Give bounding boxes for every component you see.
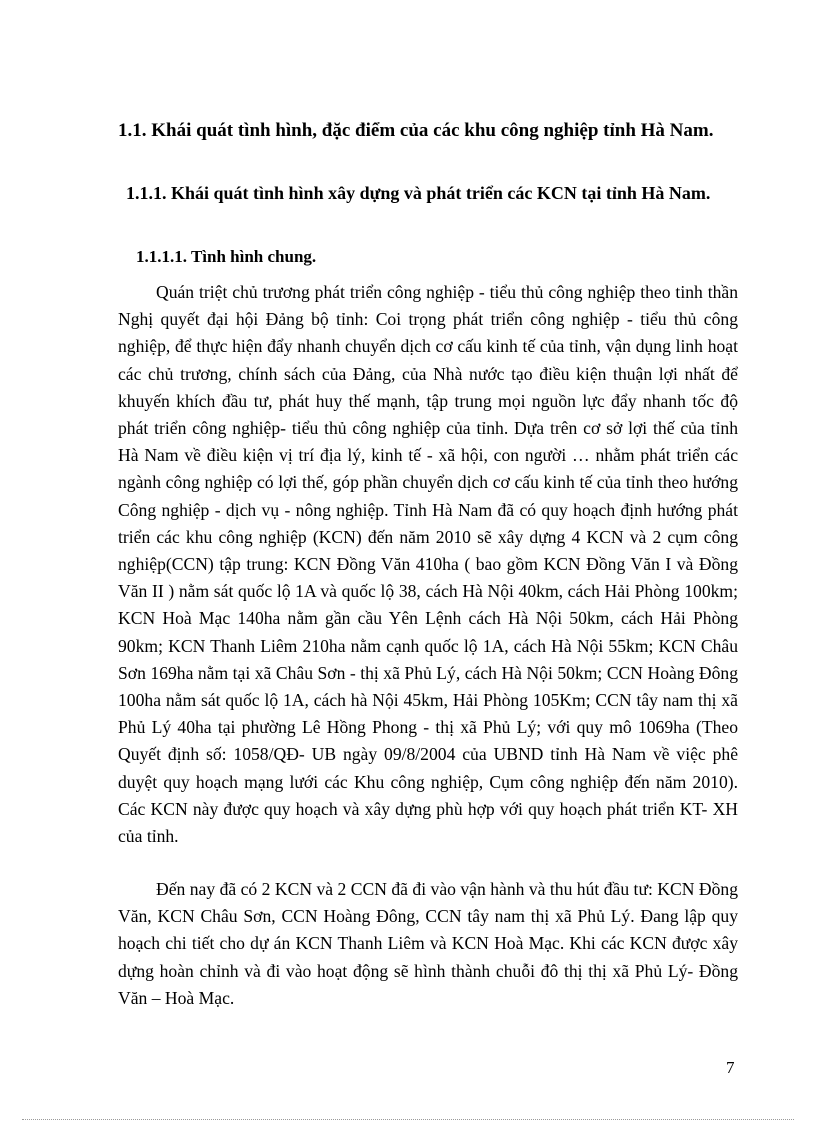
page-bottom-divider xyxy=(22,1119,794,1120)
section-heading-1-1: 1.1. Khái quát tình hình, đặc điểm của các khu công nghiệp tỉnh Hà Nam. xyxy=(118,120,714,141)
body-paragraph-2: Đến nay đã có 2 KCN và 2 CCN đã đi vào vận hành và thu hút đầu tư: KCN Đồng Văn, KCN Châu Sơn, CCN Hoàng Đông, CCN tây nam thị xã Phủ Lý. Đang lập quy hoạch chi tiết cho dự án KCN Thanh Liêm và KCN Hoà Mạc. Khi các KCN được xây dựng hoàn chỉnh và đi vào hoạt động sẽ hình thành chuỗi đô thị thị xã Phủ Lý- Đồng Văn – Hoà Mạc. xyxy=(118,879,738,1008)
section-heading-1-1-1: 1.1.1. Khái quát tình hình xây dựng và phát triển các KCN tại tỉnh Hà Nam. xyxy=(126,183,711,203)
page-number: 7 xyxy=(726,1058,735,1077)
body-paragraph-1: Quán triệt chủ trương phát triển công nghiệp - tiểu thủ công nghiệp theo tinh thần Nghị quyết đại hội Đảng bộ tỉnh: Coi trọng phát triển công nghiệp - tiểu thủ công nghiệp, để thực hiện đẩy nhanh chuyển dịch cơ cấu kinh tế của tỉnh, vận dụng linh hoạt các chủ trương, chính sách của Đảng, của Nhà nước tạo điều kiện thuận lợi nhất để khuyến khích đầu tư, phát huy thế mạnh, tập trung mọi nguồn lực đẩy nhanh tốc độ phát triển công nghiệp- tiểu thủ công nghiệp của tỉnh. Dựa trên cơ sở lợi thế của tỉnh Hà Nam về điều kiện vị trí địa lý, kinh tế - xã hội, con người … nhằm phát triển các ngành công nghiệp có lợi thế, góp phần chuyển dịch cơ cấu kinh tế của tỉnh theo hướng Công nghiệp - dịch vụ - nông nghiệp. Tỉnh Hà Nam đã có quy hoạch định hướng phát triển các khu công nghiệp (KCN) đến năm 2010 sẽ xây dựng 4 KCN và 2 cụm công nghiệp(CCN) tập trung: KCN Đồng Văn 410ha ( bao gồm KCN Đồng Văn I và Đồng Văn II ) nằm sát quốc lộ 1A và quốc lộ 38, cách Hà Nội 40km, cách Hải Phòng 100km; KCN Hoà Mạc 140ha nằm gần cầu Yên Lệnh cách Hà Nội 50km, cách Hải Phòng 90km; KCN Thanh Liêm 210ha nằm cạnh quốc lộ 1A, cách Hà Nội 55km; KCN Châu Sơn 169ha nằm tại xã Châu Sơn - thị xã Phủ Lý, cách Hà Nội 50km; CCN Hoàng Đông 100ha nằm sát quốc lộ 1A, cách hà Nội 45km, Hải Phòng 105Km; CCN tây nam thị xã Phủ Lý 40ha tại phường Lê Hồng Phong - thị xã Phủ Lý; với quy mô 1069ha (Theo Quyết định số: 1058/QĐ- UB ngày 09/8/2004 của UBND tỉnh Hà Nam về việc phê duyệt quy hoạch mạng lưới các Khu công nghiệp, Cụm công nghiệp đến năm 2010). Các KCN này được quy hoạch và xây dựng phù hợp với quy hoạch phát triển KT- XH của tỉnh. xyxy=(118,282,738,847)
section-heading-1-1-1-1: 1.1.1.1. Tình hình chung. xyxy=(136,247,317,266)
